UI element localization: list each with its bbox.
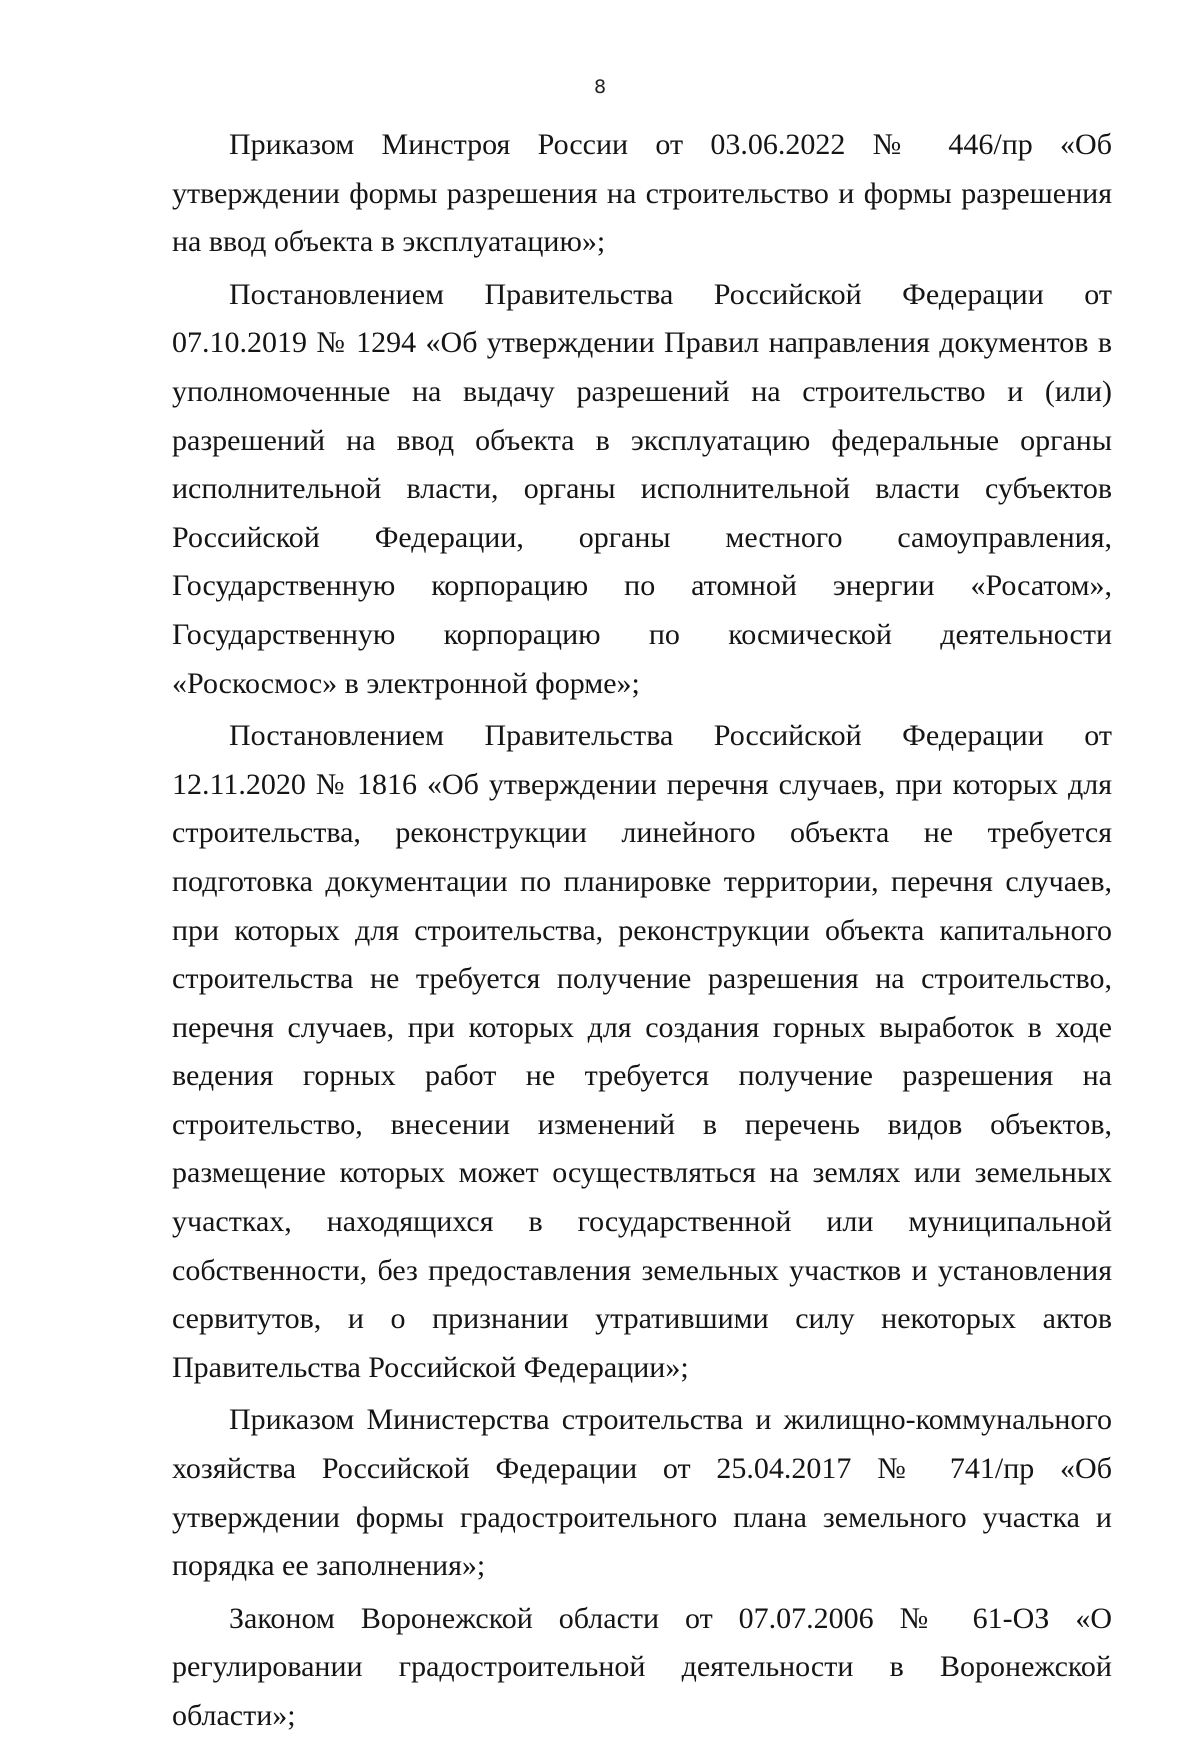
paragraph-government-decree-1294: Постановлением Правительства Российской Федерации от 07.10.2019 № 1294 «Об утверждении Правил направления документов в уполномоченные на выдачу разрешений на строительство и (или) разрешений на ввод объекта в эксплуатацию федеральные органы исполнительной власти, органы исполнительной власти субъектов Российской Федерации, органы местного самоуправления, Государственную корпорацию по атомной энергии «Росатом», Государственную корпорацию по космической деятельности «Роскосмос» в электронной форме»; xyxy=(172,277,1112,700)
paragraph-ministry-order-741: Приказом Министерства строительства и жилищно-коммунального хозяйства Российской Федерации от 25.04.2017 № 741/пр «Об утверждении формы градостроительного плана земельного участка и порядка ее заполнения»; xyxy=(172,1403,1112,1583)
paragraph-government-decree-1816: Постановлением Правительства Российской Федерации от 12.11.2020 № 1816 «Об утверждении перечня случаев, при которых для строительства, реконструкции линейного объекта не требуется подготовка документации по планировке территории, перечня случаев, при которых для строительства, реконструкции объекта капитального строительства не требуется получение разрешения на строительство, перечня случаев, при которых для создания горных выработок в ходе ведения горных работ не требуется получение разрешения на строительство, внесении изменений в перечень видов объектов, размещение которых может осуществляться на землях или земельных участках, находящихся в государственной или муниципальной собственности, без предоставления земельных участков и установления сервитутов, и о признании утратившими силу некоторых актов Правительства Российской Федерации»; xyxy=(172,719,1112,1384)
document-body xyxy=(172,121,1112,1745)
paragraph-voronezh-law-61: Законом Воронежской области от 07.07.2006 № 61-ОЗ «О регулировании градостроительной деятельности в Воронежской области»; xyxy=(172,1601,1112,1732)
page-number: 8 xyxy=(593,76,607,98)
paragraph-minstroy-order-446: Приказом Минстроя России от 03.06.2022 № 446/пр «Об утверждении формы разрешения на строительство и формы разрешения на ввод объекта в эксплуатацию»; xyxy=(172,128,1112,259)
